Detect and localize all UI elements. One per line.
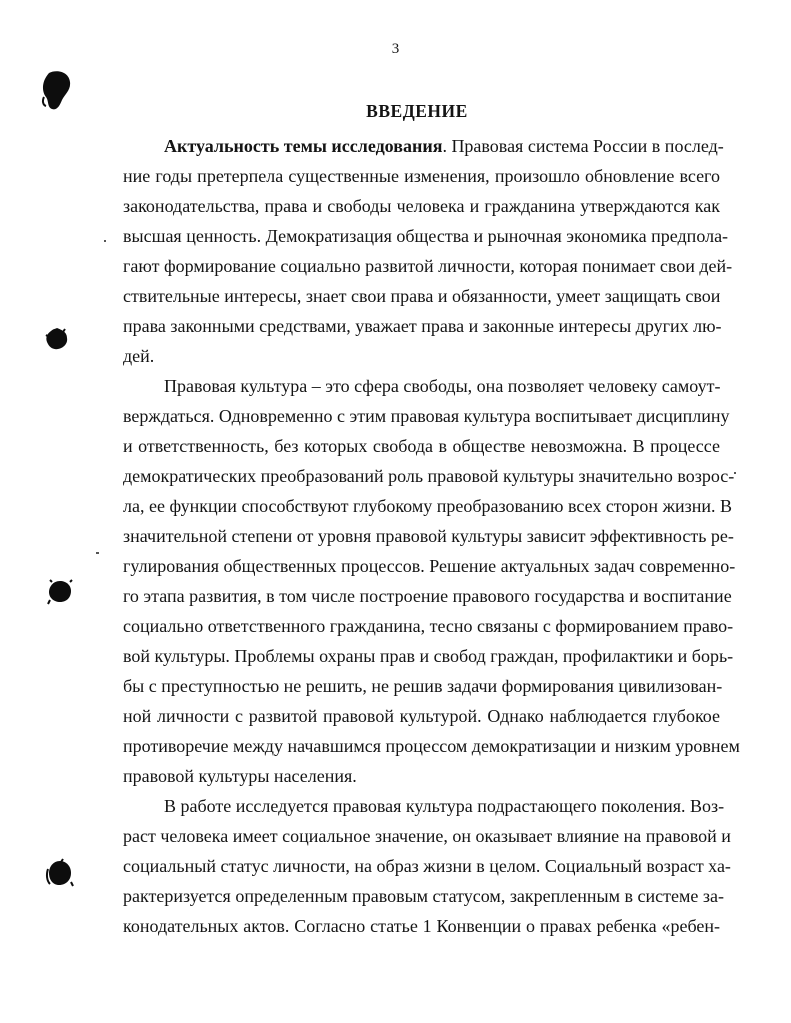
text-line: законодательства, права и свободы человека и гражданина утверждаются как — [123, 196, 720, 216]
text-line: социально ответственного гражданина, тесно связаны с формированием право- — [123, 616, 734, 636]
text-line: Актуальность темы исследования. Правовая система России в послед- — [164, 136, 724, 156]
text-line: высшая ценность. Демократизация общества и рыночная экономика предпола- — [123, 226, 729, 246]
text-line: права законными средствами, уважает права и законные интересы других лю- — [123, 316, 722, 336]
scan-speck — [96, 552, 99, 554]
text-line: Правовая культура – это сфера свободы, она позволяет человеку самоут- — [164, 376, 721, 396]
page-number: 3 — [391, 41, 400, 57]
text-line: противоречие между начавшимся процессом демократизации и низким уровнем — [123, 736, 740, 756]
text-line: ной личности с развитой правовой культурой. Однако наблюдается глубокое — [123, 706, 720, 726]
text-line: и ответственность, без которых свобода в обществе невозможна. В процессе — [123, 436, 720, 456]
scan-speck — [104, 240, 106, 242]
text-line: рактеризуется определенным правовым статусом, закрепленным в системе за- — [123, 886, 724, 906]
hole-punch-mark — [44, 326, 70, 352]
text-line: конодательных актов. Согласно статье 1 Конвенции о правах ребенка «ребен- — [123, 916, 720, 936]
hole-punch-mark — [40, 70, 74, 112]
hole-punch-mark — [45, 857, 75, 889]
page-title: ВВЕДЕНИЕ — [366, 101, 468, 121]
text-line: ствительные интересы, знает свои права и обязанности, умеет защищать свои — [123, 286, 721, 306]
text-line: верждаться. Одновременно с этим правовая культура воспитывает дисциплину — [123, 406, 730, 426]
lead-bold-text: Актуальность темы исследования — [164, 136, 443, 156]
text-line: раст человека имеет социальное значение, он оказывает влияние на правовой и — [123, 826, 731, 846]
text-line: демократических преобразований роль правовой культуры значительно возрос- — [123, 466, 735, 486]
text-line: ла, ее функции способствуют глубокому преобразованию всех сторон жизни. В — [123, 496, 733, 516]
text-line: правовой культуры населения. — [123, 766, 357, 786]
text-line: дей. — [123, 346, 155, 366]
text-line: ние годы претерпела существенные изменения, произошло обновление всего — [123, 166, 720, 186]
text-line: гают формирование социально развитой личности, которая понимает свои дей- — [123, 256, 733, 276]
scan-speck — [734, 472, 736, 474]
text-line: В работе исследуется правовая культура подрастающего поколения. Воз- — [164, 796, 725, 816]
text-line: бы с преступностью не решить, не решив задачи формирования цивилизован- — [123, 676, 723, 696]
hole-punch-mark — [46, 578, 74, 606]
text-line: гулирования общественных процессов. Решение актуальных задач современно- — [123, 556, 736, 576]
text-line: вой культуры. Проблемы охраны прав и свобод граждан, профилактики и борь- — [123, 646, 734, 666]
text-line: значительной степени от уровня правовой культуры зависит эффективность ре- — [123, 526, 734, 546]
text-line: го этапа развития, в том числе построение правового государства и воспитание — [123, 586, 732, 606]
text-line: социальный статус личности, на образ жизни в целом. Социальный возраст ха- — [123, 856, 731, 876]
